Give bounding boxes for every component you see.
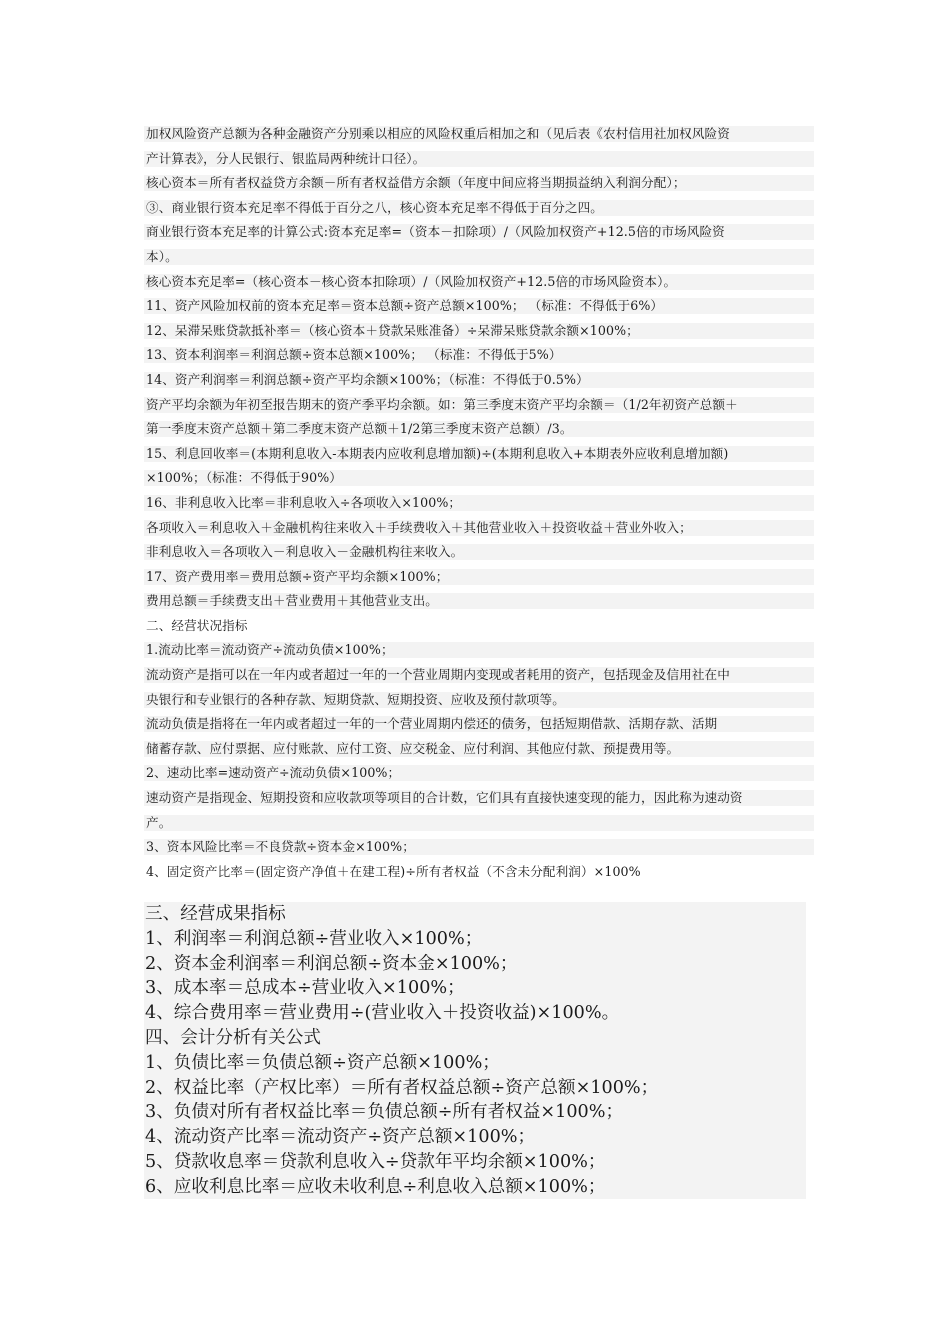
text-line: 产。 — [144, 815, 814, 831]
text-line: 核心资本＝所有者权益贷方余额－所有者权益借方余额（年度中间应将当期损益纳入利润分配）； — [144, 175, 814, 191]
formula-line: 3、成本率＝总成本÷营业收入×100%； — [145, 978, 465, 999]
text-line: 1.流动比率＝流动资产÷流动负债×100%； — [144, 642, 814, 658]
text-line: 核心资本充足率=（核心资本－核心资本扣除项）/（风险加权资产+12.5倍的市场风险资本）。 — [144, 274, 814, 290]
text-line: 产计算表》，分人民银行、银监局两种统计口径）。 — [144, 151, 814, 167]
formula-line: 5、贷款收息率＝贷款利息收入÷贷款年平均余额×100%； — [145, 1151, 606, 1172]
text-line: 非利息收入＝各项收入－利息收入－金融机构往来收入。 — [144, 544, 814, 560]
formula-line: 1、负债比率＝负债总额÷资产总额×100%； — [145, 1052, 500, 1073]
formula-line: 4、综合费用率＝营业费用÷(营业收入＋投资收益)×100%。 — [145, 1003, 620, 1024]
text-line: 资产平均余额为年初至报告期末的资产季平均余额。如：第三季度末资产平均余额＝（1/2年初资产总额＋ — [144, 397, 814, 413]
formula-section-large — [144, 902, 806, 1199]
text-line: 17、资产费用率＝费用总额÷资产平均余额×100%； — [144, 569, 814, 585]
text-line: 加权风险资产总额为各种金融资产分别乘以相应的风险权重后相加之和（见后表《农村信用社加权风险资 — [144, 126, 814, 142]
formula-line: 3、负债对所有者权益比率＝负债总额÷所有者权益×100%； — [145, 1102, 624, 1123]
text-line: 15、利息回收率＝(本期利息收入-本期表内应收利息增加额)÷(本期利息收入+本期表外应收利息增加额) — [144, 446, 814, 462]
text-line: 央银行和专业银行的各种存款、短期贷款、短期投资、应收及预付款项等。 — [144, 692, 814, 708]
text-line: ×100%；（标准：不得低于90%） — [144, 470, 814, 486]
text-line: 商业银行资本充足率的计算公式:资本充足率=（资本－扣除项）/（风险加权资产+12.5倍的市场风险资 — [144, 224, 814, 240]
formula-line: 2、资本金利润率＝利润总额÷资本金×100%； — [145, 953, 518, 974]
formula-line: 2、权益比率（产权比率）＝所有者权益总额÷资产总额×100%； — [145, 1077, 659, 1098]
formula-line: 6、应收利息比率＝应收未收利息÷利息收入总额×100%； — [145, 1176, 606, 1197]
text-line: 二、经营状况指标 — [146, 617, 248, 633]
text-line: 储蓄存款、应付票据、应付账款、应付工资、应交税金、应付利润、其他应付款、预提费用等。 — [144, 741, 814, 757]
text-line: 12、呆滞呆账贷款抵补率＝（核心资本＋贷款呆账准备）÷呆滞呆账贷款余额×100%； — [144, 323, 814, 339]
text-line: 13、资本利润率＝利润总额÷资本总额×100%； （标准：不得低于5%） — [144, 347, 814, 363]
text-line: 各项收入＝利息收入＋金融机构往来收入＋手续费收入＋其他营业收入＋投资收益＋营业外收入； — [144, 520, 814, 536]
formula-line: 1、利润率＝利润总额÷营业收入×100%； — [145, 928, 483, 949]
text-line: 流动负债是指将在一年内或者超过一年的一个营业周期内偿还的债务，包括短期借款、活期存款、活期 — [144, 716, 814, 732]
text-line: 速动资产是指现金、短期投资和应收款项等项目的合计数，它们具有直接快速变现的能力，因此称为速动资 — [144, 790, 814, 806]
formula-line: 4、流动资产比率＝流动资产÷资产总额×100%； — [145, 1127, 536, 1148]
text-line: 流动资产是指可以在一年内或者超过一年的一个营业周期内变现或者耗用的资产，包括现金及信用社在中 — [144, 667, 814, 683]
formula-line: 四、会计分析有关公式 — [145, 1027, 321, 1048]
text-line: 第一季度末资产总额＋第二季度末资产总额＋1/2第三季度末资产总额）/3。 — [144, 421, 814, 437]
text-line: 11、资产风险加权前的资本充足率＝资本总额÷资产总额×100%； （标准：不得低于6%） — [144, 298, 814, 314]
text-line: 4、固定资产比率＝(固定资产净值＋在建工程)÷所有者权益（不含未分配利润）×100% — [146, 863, 641, 879]
text-line: ③、商业银行资本充足率不得低于百分之八，核心资本充足率不得低于百分之四。 — [144, 200, 814, 216]
text-line: 14、资产利润率＝利润总额÷资产平均余额×100%；（标准：不得低于0.5%） — [144, 372, 814, 388]
text-line: 2、速动比率=速动资产÷流动负债×100%； — [144, 765, 814, 781]
text-line: 本）。 — [144, 249, 814, 265]
text-line: 16、非利息收入比率＝非利息收入÷各项收入×100%； — [144, 495, 814, 511]
formula-section-small — [144, 126, 814, 888]
text-line: 3、资本风险比率＝不良贷款÷资本金×100%； — [144, 839, 814, 855]
text-line: 费用总额＝手续费支出＋营业费用＋其他营业支出。 — [144, 593, 814, 609]
formula-line: 三、经营成果指标 — [145, 904, 286, 924]
